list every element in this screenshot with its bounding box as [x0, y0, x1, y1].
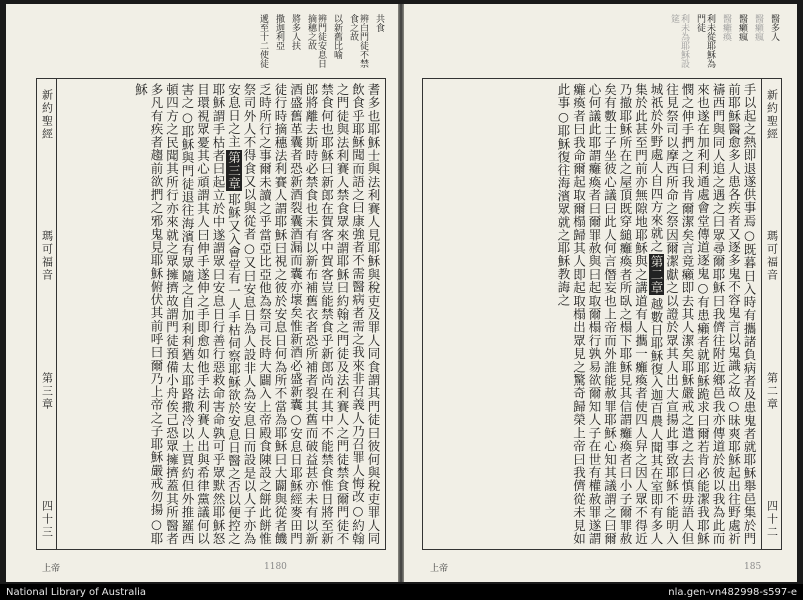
body-paragraph: 越數日耶穌復入迦百農人聞其在室即有多人集於此甚至門前亦無隙地耶穌與之講道有人攜一癱瘓者使四人舁之因人眾不得近乃撤耶穌所在之屋頂既穿縋癱瘓者所臥之榻下耶穌見其信謂癱瘓者曰小子爾罪赦矣有數士子坐彼心議曰此人何言僭妄也上帝而外誰能赦罪耶穌心知其議謂之曰爾心何議此耶謂癱瘓者曰爾罪赦與曰起取爾榻行孰易欲爾知人子在世有權赦罪遂謂癱瘓者曰我命爾起取爾榻歸其人即起取榻出眾見之驚奇歸榮上帝曰我儕從未見如此事○耶穌復往海濱眾就之耶穌教誨之 — [556, 83, 664, 545]
body-paragraph: 手以起之熱即退遂供事焉○既暮日入時有攜諸負病者及患鬼者就耶穌舉邑集於門前耶穌醫愈多人患各疾者又逐多鬼不容鬼言以鬼識之故○昧爽耶穌起出往野處祈禱西門與同人追之遇之曰眾尋爾耶穌曰我儕往附近鄉邑我亦傳道於彼以我為此而來也遂在加利利通處會堂傳道逐鬼○有患癩者就耶穌跪求曰爾若肯必能潔我耶穌憫之伸手捫之曰我肯爾潔矣言竟癩即去其人潔矣耶穌嚴戒之遣之去曰慎毋語人但往見祭司以摩西所命之祭因爾潔獻之以證於眾其人出大宣揚此事致耶穌不能明入城祇於外野處人自四方來就之 — [649, 83, 757, 545]
margin-note: 辨白門徒不禁食之故 — [348, 14, 368, 68]
left-running-header — [37, 79, 57, 549]
page-number: 四十三 — [40, 499, 54, 539]
margin-note: 醫多人 — [769, 14, 779, 41]
margin-note: 撒迦利亞 — [274, 14, 284, 50]
margin-note: 醫癩瘋 — [753, 14, 763, 41]
running-title: 新約聖經 — [765, 89, 779, 141]
margin-note: 利未為耶穌設筵 — [669, 14, 689, 68]
running-title: 新約聖經 — [40, 89, 54, 141]
margin-note: 將多人扶 — [290, 14, 300, 50]
left-body-text — [61, 83, 381, 545]
margin-note: 利未從耶穌為門徒 — [695, 14, 715, 68]
left-margin-notes — [44, 14, 384, 74]
page-number: 四十二 — [765, 499, 779, 539]
right-page — [404, 4, 797, 582]
book-name: 瑪可福音 — [40, 230, 54, 283]
right-body-text — [427, 83, 757, 545]
footer-identifier: nla.gen-vn482998-s597-e — [668, 586, 797, 598]
bottom-mark: 上帝 — [42, 564, 61, 574]
margin-note: 以新舊比喻 — [332, 14, 342, 59]
footer-credit: National Library of Australia — [6, 586, 147, 598]
margin-note: 共食 — [374, 14, 384, 32]
pencil-note: 185 — [744, 562, 762, 572]
body-paragraph: 耆多也耶穌士與法利賽人見耶穌與稅吏及罪人同食謂其門徒曰彼何與稅吏罪人同飲食乎耶穌聞而語之曰康強者不需醫病者需之我來非召義人乃召罪人悔改○約翰之門徒與法利賽人禁食眾來謂耶穌曰約翰之門徒及法利賽人之門徒禁食爾門徒不禁食何也耶穌曰新郎在賀客中賀客豈能禁食乎新郎尚在其中不能禁食惟日將至新郎將離去斯時必禁食也未有以新布補舊衣者恐所補者裂其舊而破益甚亦未有以新酒盛舊革囊者恐新酒裂囊酒漏而囊亦壞矣惟新酒必盛新囊○安息日耶穌經麥田門徒行時摘穗法利賽人謂耶穌曰視之彼於安息日何為所不當為耶穌曰大闢與從者饑乏時所行之事爾未讀之乎當亞比亞他為祭司長時大闢入上帝殿食陳設之餅此餅惟祭司外人不得食又以與從者○又曰安息日為人設非人為安息日而設是以人子亦為安息日之主 — [226, 83, 381, 545]
chapter-marker: 第三章 — [226, 151, 242, 191]
book-spread — [6, 4, 797, 582]
bottom-mark: 上帝 — [430, 564, 449, 574]
left-page — [6, 4, 398, 582]
left-text-frame — [36, 78, 386, 550]
right-running-header — [761, 79, 781, 549]
margin-note: 遞至十二使徒 — [258, 14, 268, 68]
chapter-number: 第三章 — [40, 371, 54, 411]
margin-note: 醫癱瘓 — [721, 14, 731, 41]
book-name: 瑪可福音 — [765, 230, 779, 283]
margin-note: 辨門徒安息日摘穗之故 — [306, 14, 326, 68]
right-text-frame — [422, 78, 782, 550]
body-paragraph: 耶穌又入會堂有一人手枯伺察耶穌欲於安息日醫之否以便控之耶穌謂手枯者曰起立於中遂謂眾曰安息日行善行惡救命害命孰可乎眾默然耶穌怒目環視眾憂其心頑謂其人曰伸手遂伸之手即愈如他手法利賽人出與希律黨議何以害之○耶穌與門徒退往海濱有眾隨之自加利利猶太耶路撒冷以土買約但外推羅西頓四方之民聞其所行亦來就之眾擁擠故謂門徒預備小舟俟己恐眾擁擠蓋其所醫者多凡有疾者趨前欲捫之邪鬼見耶穌俯伏其前呼曰爾乃上帝之子耶穌嚴戒勿揚○耶穌 — [133, 83, 242, 545]
chapter-marker: 第二章 — [649, 255, 664, 295]
right-margin-notes — [444, 14, 779, 74]
margin-note: 醫癩瘋 — [737, 14, 747, 41]
library-footer — [0, 584, 803, 600]
chapter-number: 第二章 — [765, 371, 779, 411]
pencil-note: 1180 — [264, 562, 287, 572]
